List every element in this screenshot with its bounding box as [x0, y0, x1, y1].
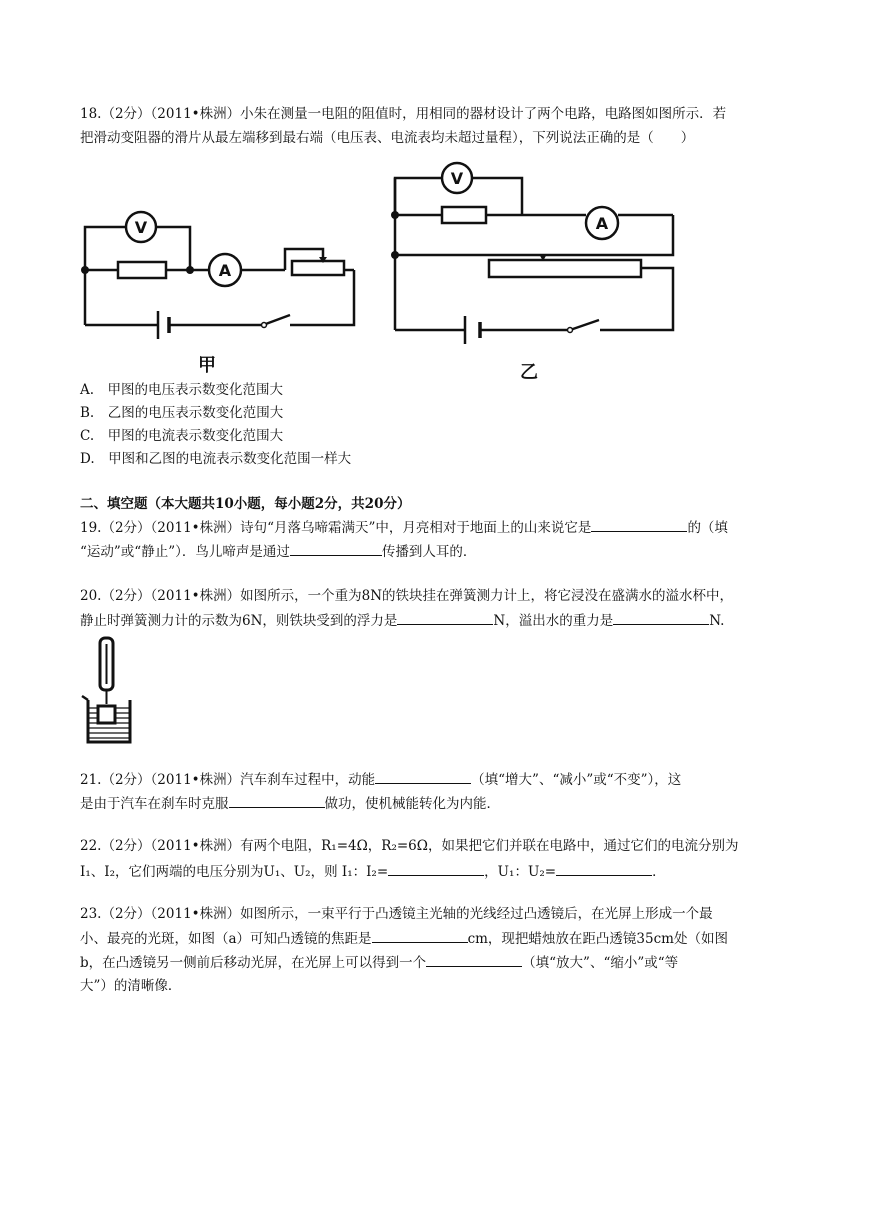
q18-option-b[interactable]: B. 乙图的电压表示数变化范围大 — [80, 405, 284, 421]
voltmeter-label: V — [134, 218, 148, 237]
q23-line4: 大”）的清晰像． — [80, 978, 182, 994]
q22-line1: 22.（2分）（2011•株洲）有两个电阻，R₁=4Ω，R₂=6Ω，如果把它们并联在电路中，通过它们的电流分别为 — [80, 838, 739, 854]
q20-text: 静止时弹簧测力计的示数为6N，则铁块受到的浮力是 — [80, 613, 398, 629]
q19-text: “运动”或“静止”）．鸟儿啼声是通过 — [80, 544, 290, 560]
q23-line3 — [80, 952, 678, 973]
q19-line2 — [80, 541, 476, 562]
q23-text: （填“放大”、“缩小”或“等 — [522, 955, 679, 971]
q21-line2 — [80, 793, 500, 814]
ammeter-label: A — [218, 261, 232, 280]
q18-option-c[interactable]: C. 甲图的电流表示数变化范围大 — [80, 428, 284, 444]
ammeter-label: A — [595, 214, 609, 233]
q21-text: 是由于汽车在刹车时克服 — [80, 796, 229, 812]
section-heading: 二、填空题（本大题共10小题，每小题2分，共20分） — [80, 496, 411, 512]
q22-blank-2[interactable] — [556, 861, 652, 876]
q21-blank-2[interactable] — [229, 793, 325, 808]
q20-line2 — [80, 610, 724, 631]
q21-text: 做功，使机械能转化为内能． — [324, 796, 500, 812]
q22-text: I₁、I₂，它们两端的电压分别为U₁、U₂，则 I₁：I₂= — [80, 864, 389, 880]
q23-line1: 23.（2分）（2011•株洲）如图所示，一束平行于凸透镜主光轴的光线经过凸透镜后，在光屏上形成一个最 — [80, 906, 713, 922]
q18-stem-line2: 把滑动变阻器的滑片从最左端移到最右端（电压表、电流表均未超过量程），下列说法正确的是（ ） — [80, 130, 695, 146]
q19-text: 19.（2分）（2011•株洲）诗句“月落乌啼霜满天”中，月亮相对于地面上的山来说它是 — [80, 520, 592, 536]
q20-line1: 20.（2分）（2011•株洲）如图所示，一个重为8N的铁块挂在弹簧测力计上，将它浸没在盛满水的溢水杯中， — [80, 588, 734, 604]
q21-line1 — [80, 769, 681, 790]
q19-text: 的（填 — [687, 520, 728, 536]
q20-text: N. — [709, 613, 725, 629]
q23-blank-2[interactable] — [426, 952, 522, 967]
q22-line2 — [80, 861, 666, 882]
q19-blank-2[interactable] — [290, 541, 382, 556]
q19-text: 传播到人耳的． — [381, 544, 477, 560]
figure-label-yi: 乙 — [520, 362, 538, 383]
circuit-diagram-jia — [75, 205, 365, 345]
q23-line2 — [80, 928, 728, 949]
q21-text: （填“增大”、“减小”或“不变”），这 — [471, 772, 682, 788]
q21-blank-1[interactable] — [375, 769, 471, 784]
voltmeter-label: V — [450, 169, 464, 188]
q23-text: cm，现把蜡烛放在距凸透镜35cm处（如图 — [467, 931, 728, 947]
circuit-diagram-yi — [385, 160, 690, 355]
q19-line1 — [80, 517, 728, 538]
q23-blank-1[interactable] — [372, 928, 468, 943]
q23-text: b，在凸透镜另一侧前后移动光屏，在光屏上可以得到一个 — [80, 955, 427, 971]
q20-text: N，溢出水的重力是 — [493, 613, 614, 629]
q18-option-d[interactable]: D. 甲图和乙图的电流表示数变化范围一样大 — [80, 451, 352, 467]
q22-blank-1[interactable] — [388, 861, 484, 876]
q18-option-a[interactable]: A. 甲图的电压表示数变化范围大 — [80, 382, 284, 398]
q19-blank-1[interactable] — [591, 517, 687, 532]
q20-blank-2[interactable] — [613, 610, 709, 625]
q22-text: ，U₁：U₂= — [484, 864, 557, 880]
q21-text: 21.（2分）（2011•株洲）汽车刹车过程中，动能 — [80, 772, 376, 788]
q22-text: ． — [652, 864, 666, 880]
q20-blank-1[interactable] — [397, 610, 493, 625]
spring-scale-overflow-cup-figure — [78, 634, 138, 746]
q23-text: 小、最亮的光斑，如图（a）可知凸透镜的焦距是 — [80, 931, 372, 947]
figure-label-jia: 甲 — [198, 355, 216, 376]
q18-stem-line1: 18.（2分）（2011•株洲）小朱在测量一电阻的阻值时，用相同的器材设计了两个电路，电路图如图所示．若 — [80, 106, 727, 122]
